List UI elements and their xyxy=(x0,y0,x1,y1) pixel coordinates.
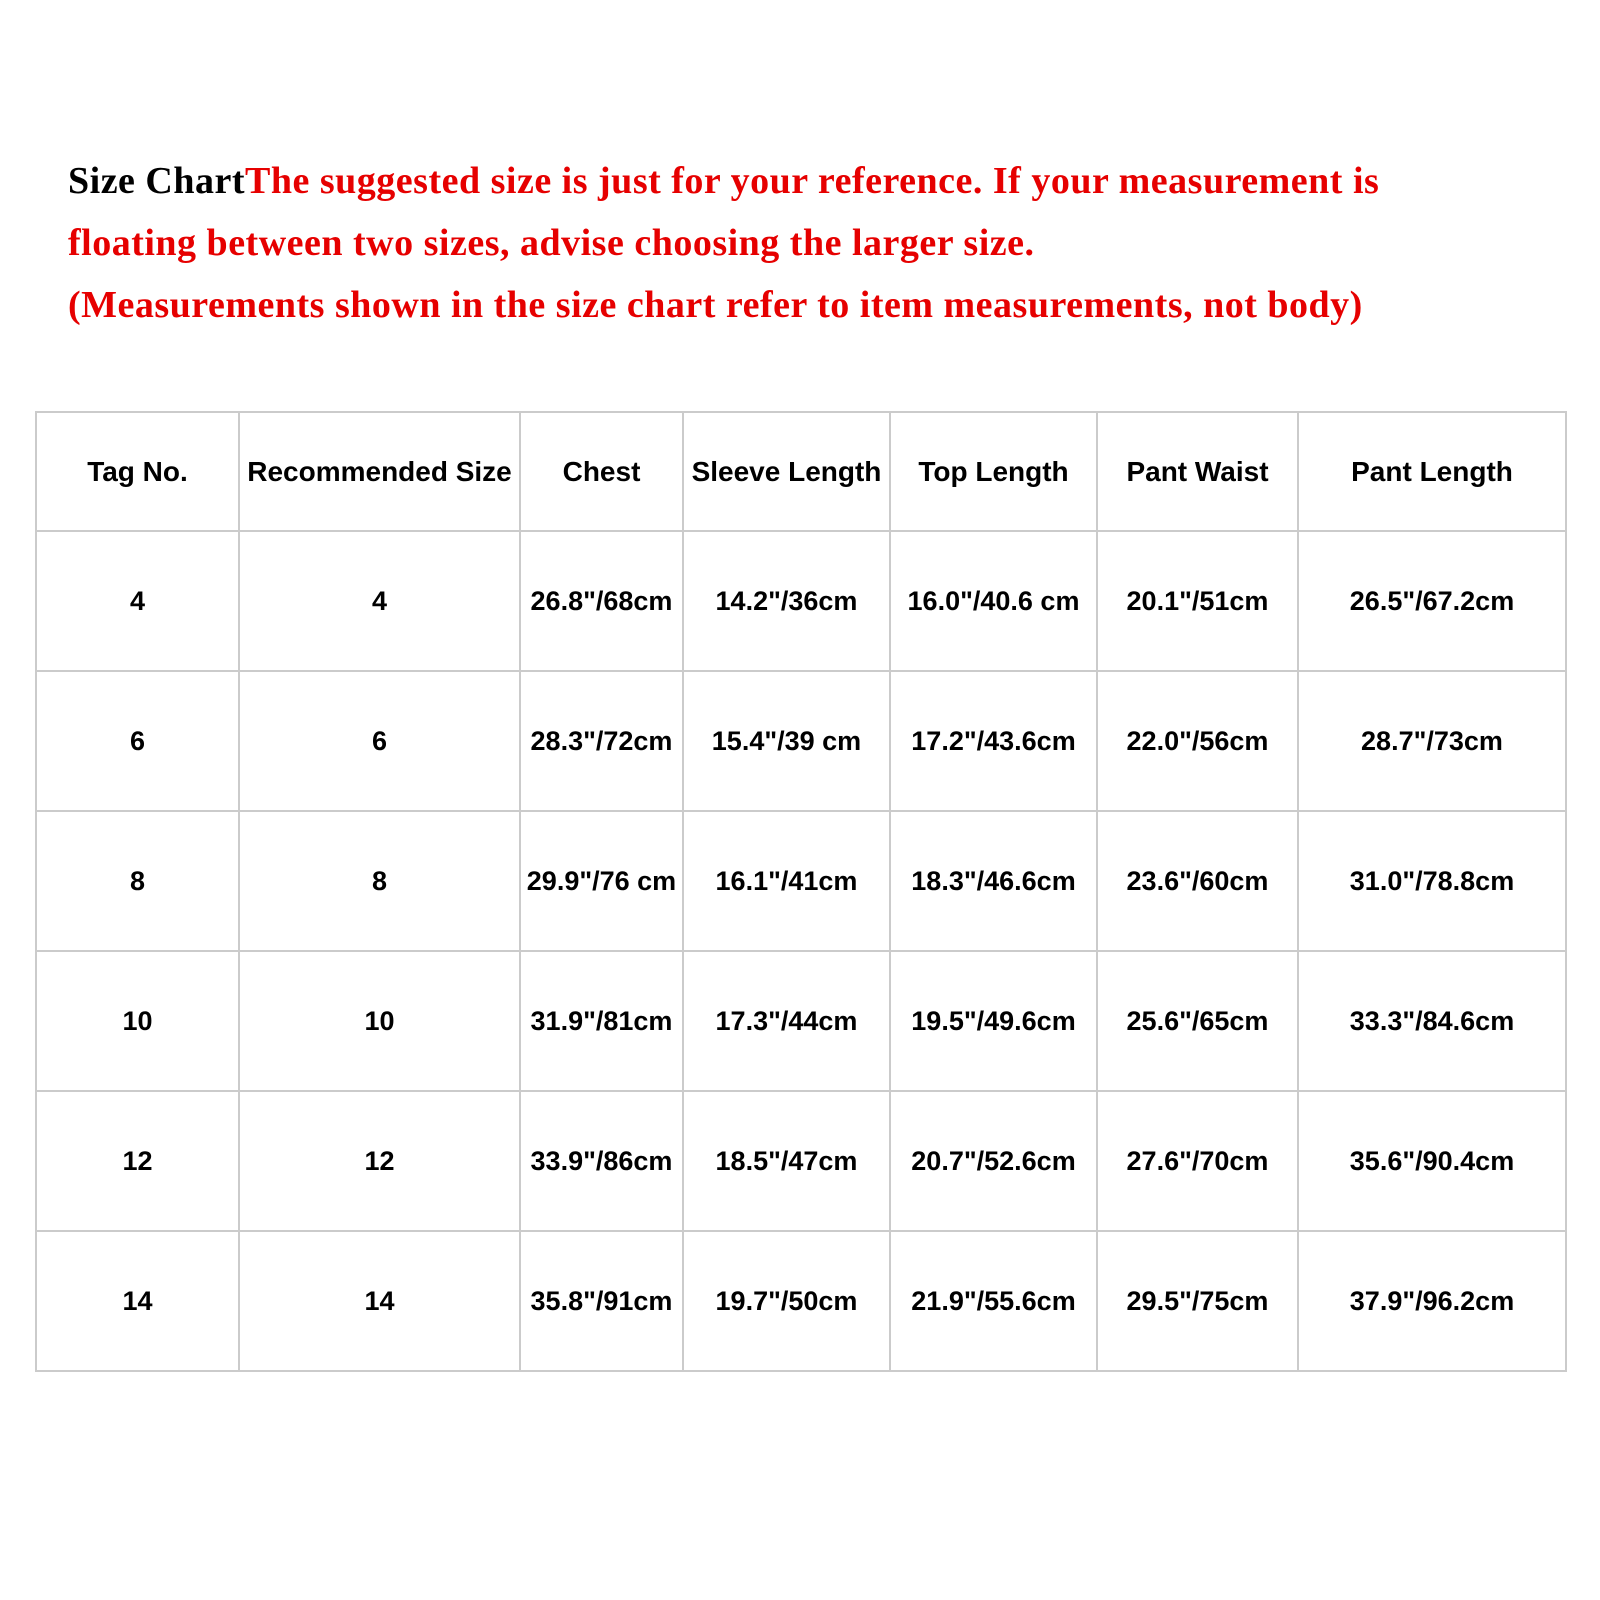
note-line-2 xyxy=(68,212,1379,274)
page-title: Size Chart xyxy=(68,160,246,202)
table-cell: 26.8"/68cm xyxy=(520,531,683,671)
table-cell: 31.9"/81cm xyxy=(520,951,683,1091)
table-cell: 22.0"/56cm xyxy=(1097,671,1298,811)
size-table xyxy=(35,411,1567,1372)
table-cell: 6 xyxy=(239,671,520,811)
table-header-cell: Chest xyxy=(520,412,683,531)
table-cell: 19.5"/49.6cm xyxy=(890,951,1097,1091)
table-cell: 31.0"/78.8cm xyxy=(1298,811,1566,951)
table-cell: 14.2"/36cm xyxy=(683,531,890,671)
note-text-2: floating between two sizes, advise choosing the larger size. xyxy=(68,222,1035,264)
table-row xyxy=(36,1091,1566,1231)
table-cell: 33.9"/86cm xyxy=(520,1091,683,1231)
table-cell: 21.9"/55.6cm xyxy=(890,1231,1097,1371)
table-cell: 10 xyxy=(239,951,520,1091)
table-cell: 12 xyxy=(36,1091,239,1231)
table-cell: 28.7"/73cm xyxy=(1298,671,1566,811)
table-cell: 19.7"/50cm xyxy=(683,1231,890,1371)
table-cell: 18.3"/46.6cm xyxy=(890,811,1097,951)
table-cell: 20.1"/51cm xyxy=(1097,531,1298,671)
table-cell: 12 xyxy=(239,1091,520,1231)
table-row xyxy=(36,671,1566,811)
table-cell: 26.5"/67.2cm xyxy=(1298,531,1566,671)
table-cell: 17.3"/44cm xyxy=(683,951,890,1091)
table-cell: 33.3"/84.6cm xyxy=(1298,951,1566,1091)
table-cell: 25.6"/65cm xyxy=(1097,951,1298,1091)
table-row xyxy=(36,951,1566,1091)
table-cell: 14 xyxy=(36,1231,239,1371)
table-cell: 17.2"/43.6cm xyxy=(890,671,1097,811)
table-header-cell: Top Length xyxy=(890,412,1097,531)
note-line-1 xyxy=(68,150,1379,212)
size-table-header xyxy=(36,412,1566,531)
table-header-cell: Pant Waist xyxy=(1097,412,1298,531)
table-cell: 29.9"/76 cm xyxy=(520,811,683,951)
table-cell: 16.1"/41cm xyxy=(683,811,890,951)
table-row xyxy=(36,1231,1566,1371)
table-cell: 27.6"/70cm xyxy=(1097,1091,1298,1231)
table-cell: 37.9"/96.2cm xyxy=(1298,1231,1566,1371)
note-text-1: The suggested size is just for your reference. If your measurement is xyxy=(245,160,1380,202)
table-cell: 35.6"/90.4cm xyxy=(1298,1091,1566,1231)
table-cell: 14 xyxy=(239,1231,520,1371)
table-cell: 35.8"/91cm xyxy=(520,1231,683,1371)
table-header-cell: Tag No. xyxy=(36,412,239,531)
table-cell: 16.0"/40.6 cm xyxy=(890,531,1097,671)
table-row xyxy=(36,811,1566,951)
table-cell: 15.4"/39 cm xyxy=(683,671,890,811)
table-cell: 10 xyxy=(36,951,239,1091)
table-cell: 23.6"/60cm xyxy=(1097,811,1298,951)
header-notes xyxy=(68,150,1379,336)
table-header-cell: Sleeve Length xyxy=(683,412,890,531)
table-cell: 29.5"/75cm xyxy=(1097,1231,1298,1371)
table-cell: 8 xyxy=(239,811,520,951)
table-cell: 20.7"/52.6cm xyxy=(890,1091,1097,1231)
table-cell: 4 xyxy=(239,531,520,671)
table-cell: 28.3"/72cm xyxy=(520,671,683,811)
note-line-3 xyxy=(68,274,1379,336)
table-cell: 4 xyxy=(36,531,239,671)
table-cell: 8 xyxy=(36,811,239,951)
table-header-cell: Pant Length xyxy=(1298,412,1566,531)
table-cell: 18.5"/47cm xyxy=(683,1091,890,1231)
table-header-row xyxy=(36,412,1566,531)
size-table-body xyxy=(36,531,1566,1371)
table-cell: 6 xyxy=(36,671,239,811)
table-row xyxy=(36,531,1566,671)
note-text-3: (Measurements shown in the size chart refer to item measurements, not body) xyxy=(68,284,1363,326)
table-header-cell: Recommended Size xyxy=(239,412,520,531)
